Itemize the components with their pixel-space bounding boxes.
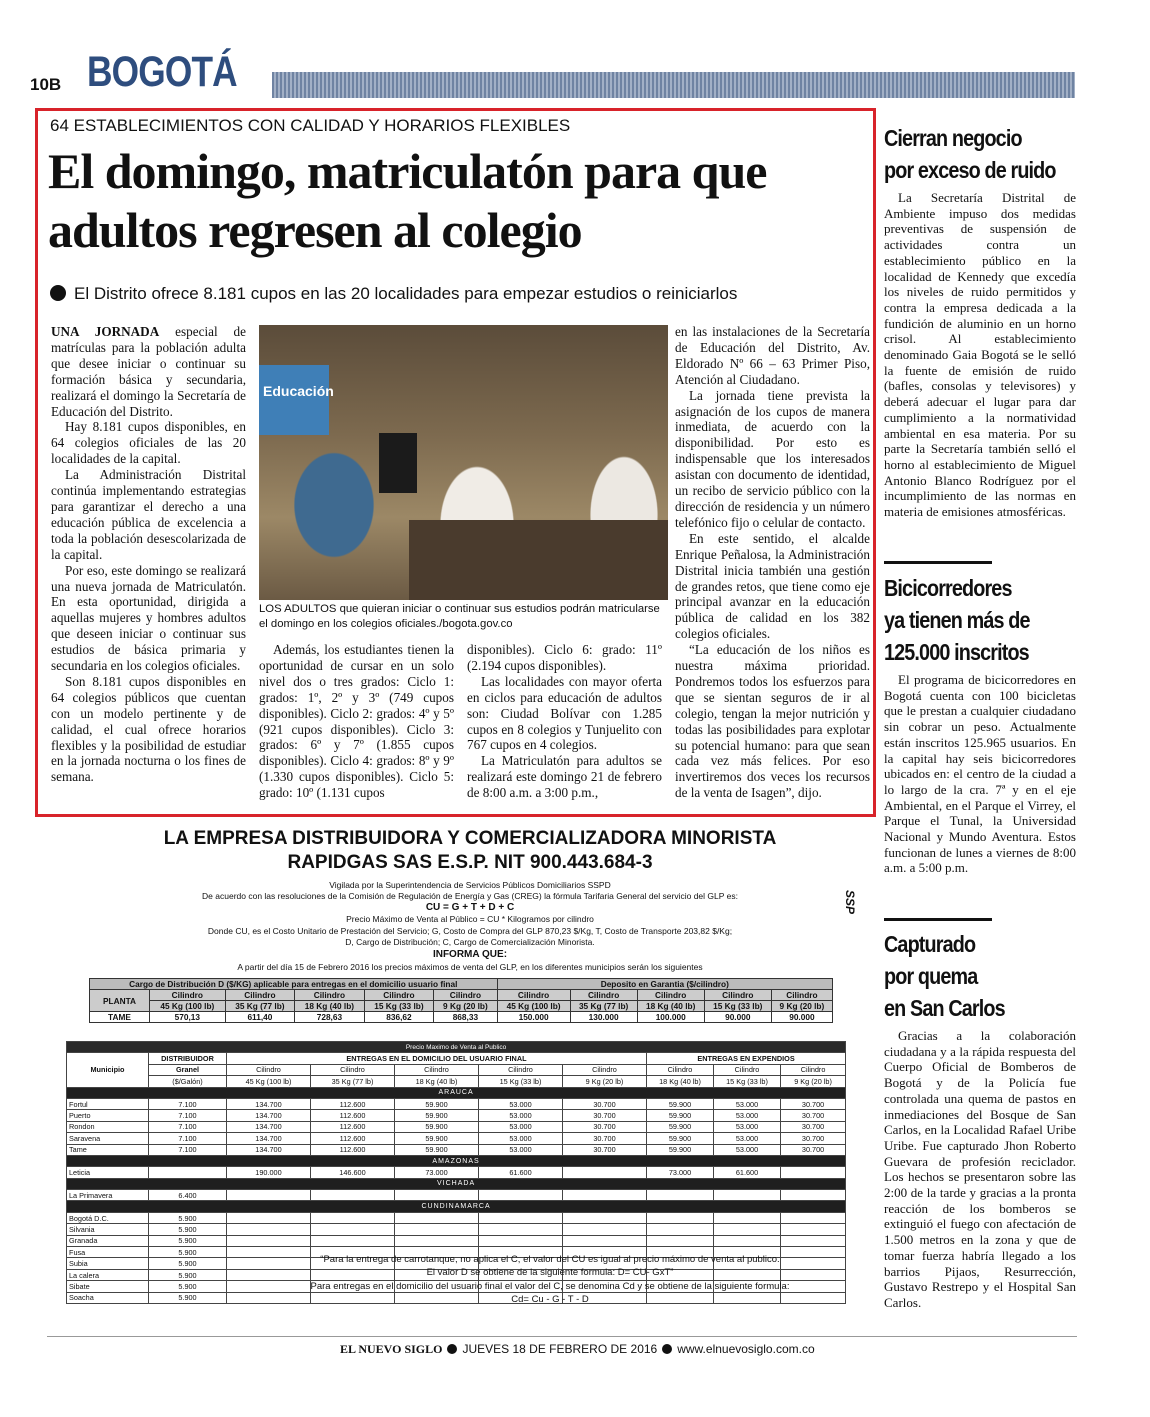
price-cell: 112.600 xyxy=(311,1133,395,1144)
price-cell: 146.600 xyxy=(311,1167,395,1178)
sidebar-1-title-line2: por exceso de ruido xyxy=(884,157,1056,183)
price-cell: 59.900 xyxy=(647,1144,714,1155)
computer-monitor-icon xyxy=(379,433,417,493)
table-header: Precio Maximo de Venta al Publico xyxy=(67,1042,846,1053)
table-row xyxy=(67,1212,846,1223)
municipio-cell: Leticia xyxy=(67,1167,149,1178)
table-cell: TAME xyxy=(90,1012,150,1023)
sidebar-3-title-line3: en San Carlos xyxy=(884,995,1005,1021)
price-cell: 53.000 xyxy=(479,1098,563,1109)
sidebar-3-body xyxy=(884,1028,1076,1311)
paragraph: La Matriculatón para adultos se realizará este domingo 21 de febrero de 8:00 a.m. a 3:00 p.m., xyxy=(467,753,662,801)
paragraph: El programa de bicicorredores en Bogotá cuenta con 100 bicicletas que le prestan a cualquier ciudadano sin cobrar un peso. Actualmente están inscritos 125.965 usuarios. En la capital hay seis bicicorredores ubicados en: el centro de la ciudad a lo largo de la cra. 7ª y en el eje Ambiental, en el Parque el Virrey, el Parque el Tunal, la Universidad Nacional y Mundo Aventura. Estos funcionan de lunes a viernes de 8:00 a.m. a 5:00 p.m. xyxy=(884,672,1076,876)
article-photo xyxy=(259,325,668,600)
table-cell: Cilindro xyxy=(395,1064,479,1075)
price-cell xyxy=(311,1235,395,1246)
price-cell xyxy=(781,1224,846,1235)
price-cell: 53.000 xyxy=(714,1121,781,1132)
sidebar-2-title-line3: 125.000 inscritos xyxy=(884,639,1029,665)
lead-strong: UNA JORNADA xyxy=(51,324,160,339)
price-cell: 53.000 xyxy=(714,1144,781,1155)
price-cell xyxy=(714,1224,781,1235)
region-label: AMAZONAS xyxy=(67,1155,846,1166)
ad-title-2: RAPIDGAS SAS E.S.P. NIT 900.443.684-3 xyxy=(287,852,653,873)
price-cell: 30.700 xyxy=(563,1121,647,1132)
municipio-cell: La calera xyxy=(67,1269,149,1280)
price-cell: 59.900 xyxy=(395,1098,479,1109)
price-cell: 112.600 xyxy=(311,1144,395,1155)
region-row xyxy=(67,1155,846,1166)
price-cell xyxy=(479,1212,563,1223)
price-cell: 59.900 xyxy=(395,1110,479,1121)
subhead-text: El Distrito ofrece 8.181 cupos en las 20 localidades para empezar estudios o reiniciarlos xyxy=(74,284,738,303)
table-row xyxy=(67,1110,846,1121)
table-cell: 45 Kg (100 lb) xyxy=(150,1001,226,1012)
table-cell: 9 Kg (20 lb) xyxy=(771,1001,832,1012)
price-cell: 134.700 xyxy=(227,1121,311,1132)
table-cell: Cilindro xyxy=(227,1064,311,1075)
price-cell: 59.900 xyxy=(647,1098,714,1109)
table-cell: 18 Kg (40 lb) xyxy=(647,1076,714,1087)
paragraph: Gracias a la colaboración ciudadana y a la rápida respuesta del Cuerpo Oficial de Bomberos de Bogotá y de la Policía fue controlada una quema de pastos en inmediaciones del Bosque de San Carlos, en la Localidad Rafael Uribe Uribe. Fue capturado Jhon Roberto Guevara de profesión reciclador. Los hechos se presentaron sobre las 2:00 de la tarde y gracias a la pronta reacción de los bomberos se extinguió el fuego con afectación de 1.500 metros en la zona y que de tomar fuerza habría llegado a los barrios Pijaos, Resurrección, Gustavo Restrepo y el Hospital San Carlos. xyxy=(884,1028,1076,1310)
bullet-icon xyxy=(662,1344,672,1354)
table-cell: 45 Kg (100 lb) xyxy=(227,1076,311,1087)
table-cell: Cilindro xyxy=(150,990,226,1001)
table-cell: 150.000 xyxy=(497,1012,570,1023)
table-cell: Cilindro xyxy=(311,1064,395,1075)
municipio-cell: Saravena xyxy=(67,1133,149,1144)
price-cell xyxy=(563,1212,647,1223)
paragraph-text: especial de matrículas para la población adulta que desee iniciar o continuar su formación básica y secundaria, realizará el domingo la Secretaría de Educación del Distrito. xyxy=(51,324,246,419)
paragraph: La jornada tiene prevista la asignación de los cupos de manera inmediata, de acuerdo con la disponibilidad. Por esto es indispensable que los interesados asistan con documento de identidad, un recibo de servicio público con la dirección de residencia y un número telefónico fijo o celular de contacto. xyxy=(675,387,870,530)
price-cell: 59.900 xyxy=(395,1144,479,1155)
price-cell: 6.400 xyxy=(149,1190,227,1201)
ssp-logo: SSP xyxy=(843,889,858,915)
ad-line: De acuerdo con las resoluciones de la Comisión de Regulación de Energía y Gas (CREG) la fórmula Tarifaria General del servicio del GLP es: xyxy=(202,891,738,901)
article-kicker: 64 ESTABLECIMIENTOS CON CALIDAD Y HORARIOS FLEXIBLES xyxy=(50,116,571,135)
granel-header: Granel xyxy=(149,1064,227,1075)
price-cell: 30.700 xyxy=(563,1110,647,1121)
price-cell: 7.100 xyxy=(149,1110,227,1121)
municipio-cell: La Primavera xyxy=(67,1190,149,1201)
price-cell xyxy=(227,1190,311,1201)
price-cell: 53.000 xyxy=(714,1098,781,1109)
table-cell: 35 Kg (77 lb) xyxy=(570,1001,637,1012)
bullet-icon xyxy=(447,1344,457,1354)
table-cell: Cilindro xyxy=(295,990,365,1001)
table-cell: Cilindro xyxy=(781,1064,846,1075)
price-cell: 53.000 xyxy=(479,1144,563,1155)
expendios-header: ENTREGAS EN EXPENDIOS xyxy=(647,1053,846,1064)
table-cell: Cilindro xyxy=(771,990,832,1001)
paragraph: Las localidades con mayor oferta en ciclos para educación de adultos son: Ciudad Bolívar con 1.285 cupos en 8 colegios y Tunjuelito con 767 cupos en 4 colegios. xyxy=(467,673,662,753)
price-cell xyxy=(563,1224,647,1235)
price-cell: 5.900 xyxy=(149,1258,227,1269)
price-cell: 53.000 xyxy=(479,1133,563,1144)
price-cell: 59.900 xyxy=(647,1133,714,1144)
paragraph: La Secretaría Distrital de Ambiente impuso dos medidas preventivas de suspensión de actividades contra un establecimiento público en la localidad de Kennedy que excedía los niveles de ruido permitidos y contra la empresa dedicada a la fundición de aluminio en un horno crisol. Al establecimiento denominado Gaia Bogotá se le selló la fuente de emisión de ruido (bafles, consolas y televisores) y deberá adecuar el lugar para dar cumplimiento a la normatividad ambiental en esa materia. Por su parte la Secretaría también selló el horno al establecimiento de Miguel Antonio Blanco Rodríguez por el incumplimiento de las normas en materia de emisiones atmosféricas. xyxy=(884,190,1076,520)
municipio-cell: Soacha xyxy=(67,1292,149,1303)
article-column-4 xyxy=(675,324,870,801)
municipio-cell: Fortul xyxy=(67,1098,149,1109)
sidebar-divider xyxy=(884,918,992,921)
table-cell: 15 Kg (33 lb) xyxy=(714,1076,781,1087)
price-cell: 30.700 xyxy=(563,1144,647,1155)
municipio-cell: Bogotá D.C. xyxy=(67,1212,149,1223)
table-cell: 15 Kg (33 lb) xyxy=(364,1001,434,1012)
table-row xyxy=(67,1064,846,1075)
tariff-table xyxy=(89,978,833,1023)
table-cell: 100.000 xyxy=(637,1012,704,1023)
price-cell: 53.000 xyxy=(479,1121,563,1132)
table-cell: Cilindro xyxy=(570,990,637,1001)
table-row xyxy=(90,990,833,1001)
table-row xyxy=(67,1133,846,1144)
article-column-3 xyxy=(467,642,662,801)
price-cell: 190.000 xyxy=(227,1167,311,1178)
price-cell: 134.700 xyxy=(227,1133,311,1144)
desk-shape xyxy=(409,520,668,600)
ad-informa: INFORMA QUE: xyxy=(432,949,508,960)
table-row xyxy=(67,1190,846,1201)
page-number: 10B xyxy=(30,75,62,94)
table-row xyxy=(67,1235,846,1246)
price-cell: 53.000 xyxy=(479,1110,563,1121)
price-cell xyxy=(395,1190,479,1201)
ad-line: Donde CU, es el Costo Unitario de Prestación del Servicio; G, Costo de Compra del GLP 870,23 $/Kg, T, Costo de Transporte 203,82 $/Kg; xyxy=(207,926,733,936)
table-cell: Cilindro xyxy=(497,990,570,1001)
price-cell xyxy=(563,1235,647,1246)
table-cell: 18 Kg (40 lb) xyxy=(395,1076,479,1087)
table-cell: 18 Kg (40 lb) xyxy=(295,1001,365,1012)
price-cell xyxy=(311,1212,395,1223)
sidebar-1-body xyxy=(884,190,1076,520)
table-cell: 9 Kg (20 lb) xyxy=(434,1001,497,1012)
article-headline: El domingo, matriculatón para que adultos regresen al colegio xyxy=(48,143,767,258)
table-row xyxy=(90,1012,833,1023)
price-cell: 61.600 xyxy=(714,1167,781,1178)
table-row xyxy=(67,1224,846,1235)
table-cell: 570,13 xyxy=(150,1012,226,1023)
ad-line: D, Cargo de Distribución; C, Cargo de Comercialización Minorista. xyxy=(345,937,595,947)
price-cell: 134.700 xyxy=(227,1110,311,1121)
price-cell: 112.600 xyxy=(311,1121,395,1132)
price-cell xyxy=(781,1167,846,1178)
ad-title-1: LA EMPRESA DISTRIBUIDORA Y COMERCIALIZADORA MINORISTA xyxy=(163,828,777,849)
table-cell: Cilindro xyxy=(647,1064,714,1075)
table-cell: Cilindro xyxy=(563,1064,647,1075)
paragraph: La Administración Distrital continúa implementando estrategias para garantizar el derecho a una educación pública de excelencia a toda la población desescolarizada de la capital. xyxy=(51,467,246,562)
table-row xyxy=(67,1098,846,1109)
section-header-bar xyxy=(272,72,1075,98)
ad-formula: CU = G + T + D + C xyxy=(425,902,515,913)
price-cell: 5.900 xyxy=(149,1269,227,1280)
region-row xyxy=(67,1178,846,1189)
table-cell: 45 Kg (100 lb) xyxy=(497,1001,570,1012)
region-row xyxy=(67,1201,846,1212)
price-cell: 73.000 xyxy=(395,1167,479,1178)
footer-site: www.elnuevosiglo.com.co xyxy=(677,1342,815,1356)
footer-paper: EL NUEVO SIGLO xyxy=(340,1342,443,1356)
table-header: Deposito en Garantia ($/cilindro) xyxy=(497,979,832,990)
municipio-cell: Fusa xyxy=(67,1247,149,1258)
sidebar-3-title-line1: Capturado xyxy=(884,931,976,957)
table-row xyxy=(67,1144,846,1155)
price-cell: 53.000 xyxy=(714,1110,781,1121)
table-cell: 836,62 xyxy=(364,1012,434,1023)
table-cell: 9 Kg (20 lb) xyxy=(563,1076,647,1087)
price-cell xyxy=(647,1212,714,1223)
price-cell xyxy=(227,1212,311,1223)
price-cell xyxy=(563,1190,647,1201)
ad-note: Para entregas en el domicilio del usuario final el valor del C, se denomina Cd y se obtiene de la siguiente formula: xyxy=(310,1281,790,1292)
price-cell xyxy=(647,1235,714,1246)
table-cell: 9 Kg (20 lb) xyxy=(781,1076,846,1087)
table-cell: 15 Kg (33 lb) xyxy=(479,1076,563,1087)
ad-line: Precio Máximo de Venta al Público = CU * Kilogramos por cilindro xyxy=(346,914,594,924)
article-column-1 xyxy=(51,324,246,785)
price-cell xyxy=(647,1190,714,1201)
table-cell: 35 Kg (77 lb) xyxy=(225,1001,295,1012)
section-title: BOGOTÁ xyxy=(87,48,237,96)
municipio-cell: Puerto xyxy=(67,1110,149,1121)
price-cell: 7.100 xyxy=(149,1098,227,1109)
paragraph xyxy=(51,324,246,419)
price-cell: 30.700 xyxy=(563,1098,647,1109)
price-cell xyxy=(395,1235,479,1246)
price-cell: 5.900 xyxy=(149,1281,227,1292)
paragraph: Por eso, este domingo se realizará una nueva jornada de Matriculatón. En esta oportunidad, dirigida a aquellas mujeres y hombres adultos que deseen iniciar o continuar sus estudios de básica primaria y secundaria en los colegios oficiales. xyxy=(51,562,246,674)
table-cell: Cilindro xyxy=(434,990,497,1001)
municipio-cell: Subia xyxy=(67,1258,149,1269)
price-cell: 30.700 xyxy=(781,1098,846,1109)
price-cell xyxy=(227,1224,311,1235)
table-cell: Cilindro xyxy=(225,990,295,1001)
table-cell: Cilindro xyxy=(364,990,434,1001)
planta-label: PLANTA xyxy=(90,990,150,1012)
table-cell: 728,63 xyxy=(295,1012,365,1023)
paragraph: En este sentido, el alcalde Enrique Peñalosa, la Administración Distrital inicia también una gestión de grandes retos, que tiene como eje principal avanzar en la educación pública de calidad en los 382 colegios oficiales. xyxy=(675,530,870,642)
price-cell xyxy=(311,1190,395,1201)
price-cell: 61.600 xyxy=(479,1167,563,1178)
price-cell: 30.700 xyxy=(781,1144,846,1155)
price-cell xyxy=(714,1190,781,1201)
paragraph: “La educación de los niños es nuestra máxima prioridad. Pondremos todos los esfuerzos para que se sientan seguros de ir al colegio, tengan la mejor nutrición y todas las posibilidades para explotar su potencial humano: para que sean cada vez más felices. Por eso invertiremos dos veces los recursos de la venta de Isagen”, dijo. xyxy=(675,642,870,801)
price-cell: 30.700 xyxy=(781,1110,846,1121)
price-cell: 7.100 xyxy=(149,1144,227,1155)
municipio-cell: Rondon xyxy=(67,1121,149,1132)
region-label: VICHADA xyxy=(67,1178,846,1189)
sidebar-3-title-line2: por quema xyxy=(884,963,978,989)
price-cell xyxy=(311,1224,395,1235)
article-column-2 xyxy=(259,642,454,801)
price-cell: 134.700 xyxy=(227,1144,311,1155)
municipio-cell: Sibate xyxy=(67,1281,149,1292)
table-cell: Cilindro xyxy=(714,1064,781,1075)
table-row xyxy=(67,1121,846,1132)
table-cell: Cilindro xyxy=(704,990,771,1001)
municipio-cell: Tame xyxy=(67,1144,149,1155)
table-header: Cargo de Distribución D ($/KG) aplicable para entregas en el domicilio usuario final xyxy=(90,979,498,990)
paragraph: Son 8.181 cupos disponibles en 64 colegios públicos que cuentan con un modelo pertinente y de calidad, el cual ofrece horarios flexibles y la posibilidad de estudiar en la jornada nocturna o los fines de semana. xyxy=(51,673,246,785)
ad-note: Cd= Cu - G - T - D xyxy=(511,1294,589,1305)
price-cell: 7.100 xyxy=(149,1121,227,1132)
price-cell xyxy=(714,1212,781,1223)
price-cell: 59.900 xyxy=(395,1121,479,1132)
price-cell xyxy=(781,1190,846,1201)
ad-note: El valor D se obtiene de la siguiente formula: D= CU- GxT” xyxy=(426,1267,674,1278)
price-cell: 5.900 xyxy=(149,1292,227,1303)
ad-note: “Para la entrega de carrotanque, no aplica el C, el valor del CU es igual al precio máximo de venta al publico. xyxy=(320,1254,780,1265)
table-cell: 90.000 xyxy=(704,1012,771,1023)
price-cell: 134.700 xyxy=(227,1098,311,1109)
price-cell xyxy=(149,1167,227,1178)
price-cell: 59.900 xyxy=(647,1110,714,1121)
municipio-header: Municipio xyxy=(67,1053,149,1087)
price-cell xyxy=(714,1235,781,1246)
table-cell: 35 Kg (77 lb) xyxy=(311,1076,395,1087)
sidebar-2-title-line1: Bicicorredores xyxy=(884,575,1012,601)
price-cell xyxy=(479,1190,563,1201)
table-cell: 868,33 xyxy=(434,1012,497,1023)
table-row xyxy=(67,1053,846,1064)
price-cell: 59.900 xyxy=(647,1121,714,1132)
price-cell xyxy=(479,1235,563,1246)
region-label: CUNDINAMARCA xyxy=(67,1201,846,1212)
article-subhead xyxy=(50,284,737,304)
price-cell: 5.900 xyxy=(149,1235,227,1246)
footer xyxy=(340,1342,815,1357)
table-row xyxy=(67,1076,846,1087)
distribuidor-header: DISTRIBUIDOR xyxy=(149,1053,227,1064)
table-cell: 90.000 xyxy=(771,1012,832,1023)
ad-line: Vigilada por la Superintendencia de Servicios Públicos Domiciliarios SSPD xyxy=(329,880,611,890)
price-cell: 59.900 xyxy=(395,1133,479,1144)
price-cell: 112.600 xyxy=(311,1110,395,1121)
footer-date: JUEVES 18 DE FEBRERO DE 2016 xyxy=(462,1342,658,1356)
price-cell: 73.000 xyxy=(647,1167,714,1178)
price-cell xyxy=(227,1235,311,1246)
table-cell: 611,40 xyxy=(225,1012,295,1023)
table-row xyxy=(90,979,833,990)
region-label: ARAUCA xyxy=(67,1087,846,1098)
table-row xyxy=(67,1042,846,1053)
table-cell: 130.000 xyxy=(570,1012,637,1023)
paragraph: Además, los estudiantes tienen la oportunidad de cursar en un solo nivel dos o tres grados: Ciclo 1: grados: 1º, 2º y 3º (749 cupos disponibles). Ciclo 2: grados: 4º y 5º (921 cupos disponibles). Ciclo 3: grados: 6º y 7º (1.855 cupos disponibles). Ciclo 4: grados: 8º y 9º (1.330 cupos disponibles). Ciclo 5: grado: 10º (1.131 cupos xyxy=(259,642,454,801)
price-cell: 5.900 xyxy=(149,1212,227,1223)
sidebar-2-title-line2: ya tienen más de xyxy=(884,607,1030,633)
table-cell: Cilindro xyxy=(479,1064,563,1075)
photo-banner: Educación xyxy=(259,365,329,435)
sidebar-1-title-line1: Cierran negocio xyxy=(884,125,1022,151)
price-cell xyxy=(395,1212,479,1223)
price-cell: 112.600 xyxy=(311,1098,395,1109)
table-row xyxy=(67,1167,846,1178)
table-cell: 15 Kg (33 lb) xyxy=(704,1001,771,1012)
footer-rule xyxy=(47,1336,1077,1337)
bullet-icon xyxy=(50,285,66,301)
price-cell xyxy=(647,1224,714,1235)
price-cell: 30.700 xyxy=(563,1133,647,1144)
price-cell: 5.900 xyxy=(149,1224,227,1235)
photo-caption: LOS ADULTOS que quieran iniciar o continuar sus estudios podrán matricularse el domingo en los colegios oficiales./bogota.gov.co xyxy=(259,603,660,630)
price-cell: 30.700 xyxy=(781,1133,846,1144)
municipio-cell: Silvania xyxy=(67,1224,149,1235)
paragraph: en las instalaciones de la Secretaría de Educación del Distrito, Av. Eldorado Nº 66 – 63 Primer Piso, Atención al Ciudadano. xyxy=(675,324,870,387)
price-cell xyxy=(781,1235,846,1246)
price-cell xyxy=(479,1224,563,1235)
municipio-cell: Granada xyxy=(67,1235,149,1246)
domicilio-header: ENTREGAS EN EL DOMICILIO DEL USUARIO FINAL xyxy=(227,1053,647,1064)
price-cell: 5.900 xyxy=(149,1247,227,1258)
sidebar-2-body xyxy=(884,672,1076,876)
price-cell: 53.000 xyxy=(714,1133,781,1144)
price-cell xyxy=(563,1167,647,1178)
table-cell: 18 Kg (40 lb) xyxy=(637,1001,704,1012)
paragraph: disponibles). Ciclo 6: grado: 11º (2.194 cupos disponibles). xyxy=(467,642,662,673)
table-cell: Cilindro xyxy=(637,990,704,1001)
paragraph: Hay 8.181 cupos disponibles, en 64 colegios oficiales de las 20 localidades de la capital. xyxy=(51,419,246,467)
price-cell xyxy=(395,1224,479,1235)
table-row xyxy=(90,1001,833,1012)
price-cell: 30.700 xyxy=(781,1121,846,1132)
galon-header: ($/Galón) xyxy=(149,1076,227,1087)
price-cell xyxy=(781,1212,846,1223)
ad-line: A partir del día 15 de Febrero 2016 los precios máximos de venta del GLP, en los diferentes municipios serán los siguientes xyxy=(237,962,703,972)
sidebar-divider xyxy=(884,561,992,564)
region-row xyxy=(67,1087,846,1098)
price-cell: 7.100 xyxy=(149,1133,227,1144)
